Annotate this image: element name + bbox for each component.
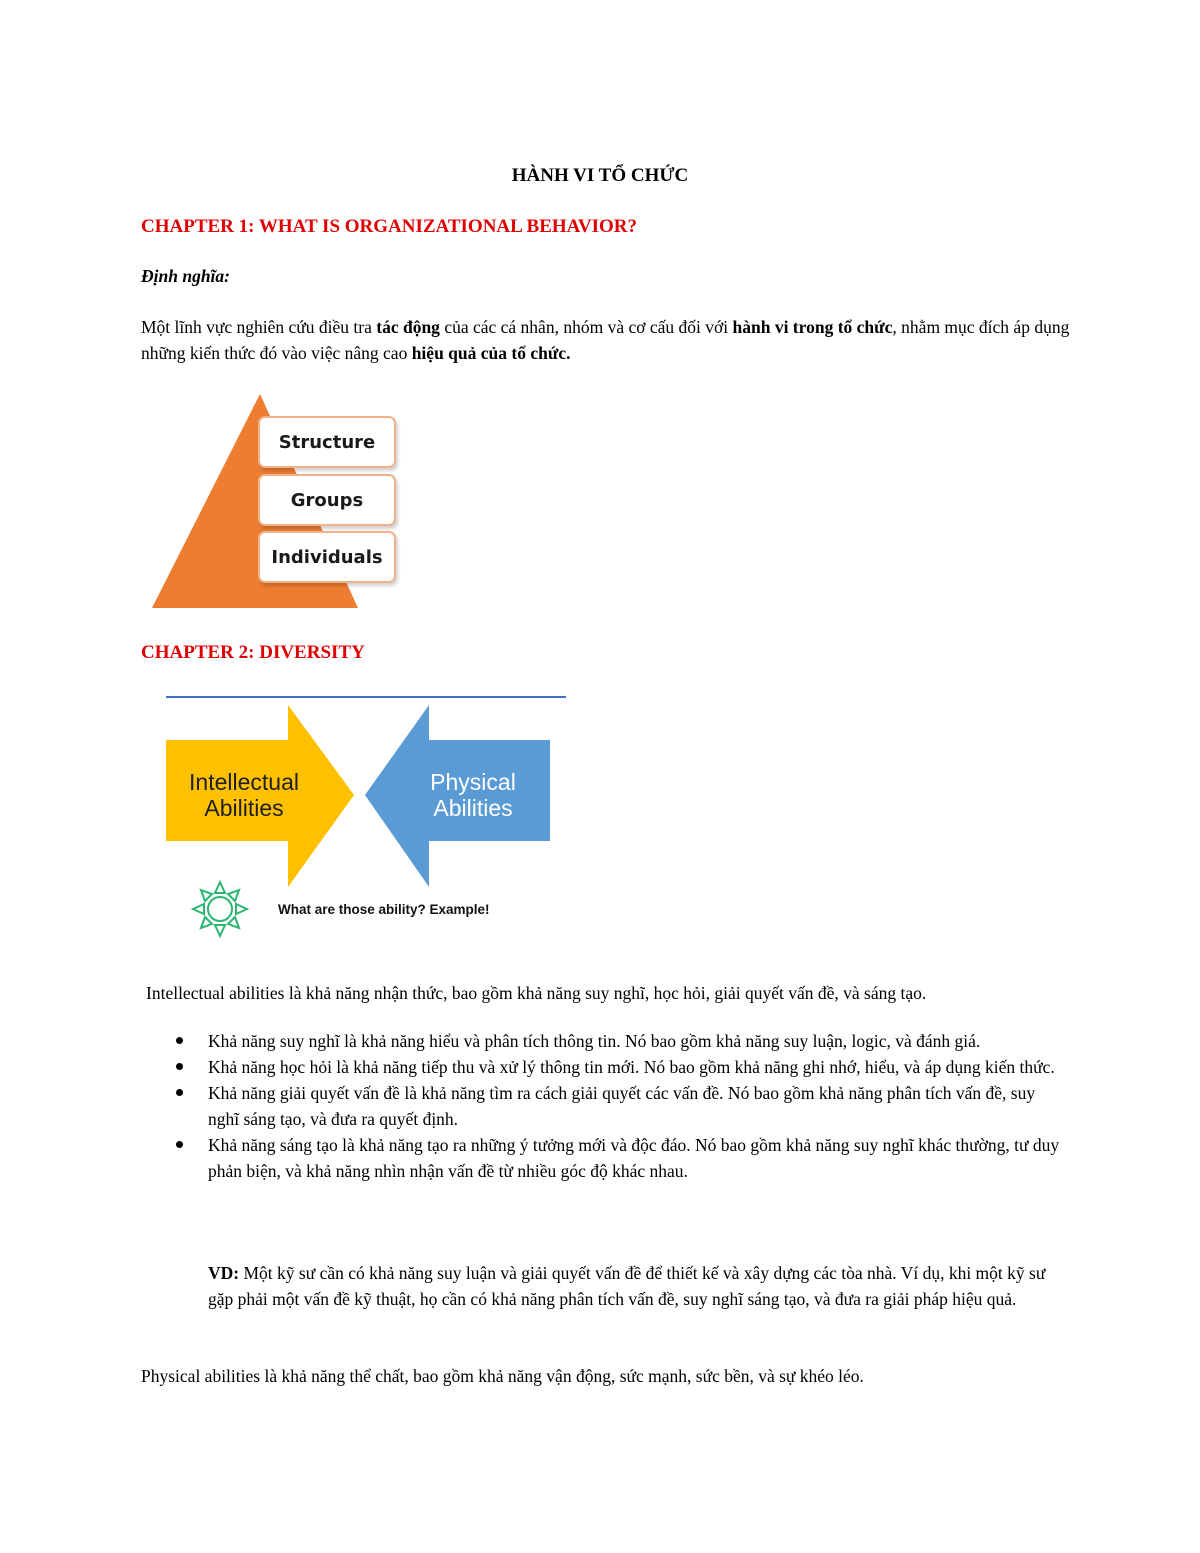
sun-icon [193,882,247,936]
physical-abilities-label: Physical Abilities [430,769,516,821]
pyramid-level-groups: Groups [258,474,396,526]
definition-label: Định nghĩa: [141,266,230,286]
bullet-icon [176,1089,183,1096]
document-title: HÀNH VI TỔ CHỨC [511,165,689,186]
physical-abilities-paragraph: Physical abilities là khả năng thể chất, bao gồm khả năng vận động, sức mạnh, sức bền, và sự khéo léo. [141,1366,864,1386]
abilities-list [160,1028,1060,1184]
intellectual-intro: Intellectual abilities là khả năng nhận thức, bao gồm khả năng suy nghĩ, học hỏi, giải quyết vấn đề, và sáng tạo. [146,983,927,1003]
bullet-icon [176,1141,183,1148]
bullet-icon [176,1063,183,1070]
definition-paragraph: Một lĩnh vực nghiên cứu điều tra tác động của các cá nhân, nhóm và cơ cấu đối với hành vi trong tổ chức, nhằm mục đích áp dụng những kiến thức đó vào việc nâng cao hiệu quả của tổ chức. [141,317,1070,363]
pyramid-level-individuals: Individuals [258,531,396,583]
list-item: Khả năng sáng tạo là khả năng tạo ra những ý tưởng mới và độc đáo. Nó bao gồm khả năng suy nghĩ khác thường, tư duy phản biện, và khả năng nhìn nhận vấn đề từ nhiều góc độ khác nhau. [160,1132,1060,1184]
list-item: Khả năng học hỏi là khả năng tiếp thu và xử lý thông tin mới. Nó bao gồm khả năng ghi nhớ, hiểu, và áp dụng kiến thức. [160,1054,1060,1080]
pyramid-level-structure: Structure [258,416,396,468]
list-item: Khả năng suy nghĩ là khả năng hiểu và phân tích thông tin. Nó bao gồm khả năng suy luận, logic, và đánh giá. [160,1028,1060,1054]
list-item: Khả năng giải quyết vấn đề là khả năng tìm ra cách giải quyết các vấn đề. Nó bao gồm khả năng phân tích vấn đề, suy nghĩ sáng tạo, và đưa ra quyết định. [160,1080,1060,1132]
intellectual-abilities-label: Intellectual Abilities [189,769,299,821]
chapter-2-heading: CHAPTER 2: DIVERSITY [141,642,365,663]
example-paragraph: VD: Một kỹ sư cần có khả năng suy luận và giải quyết vấn đề để thiết kế và xây dựng các tòa nhà. Ví dụ, khi một kỹ sư gặp phải một vấn đề kỹ thuật, họ cần có khả năng phân tích vấn đề, suy nghĩ sáng tạo, và đưa ra giải pháp hiệu quả. [208,1263,1046,1309]
bullet-icon [176,1037,183,1044]
chapter-1-heading: CHAPTER 1: WHAT IS ORGANIZATIONAL BEHAVIOR? [141,216,638,237]
diagram-question: What are those ability? Example! [278,902,490,917]
